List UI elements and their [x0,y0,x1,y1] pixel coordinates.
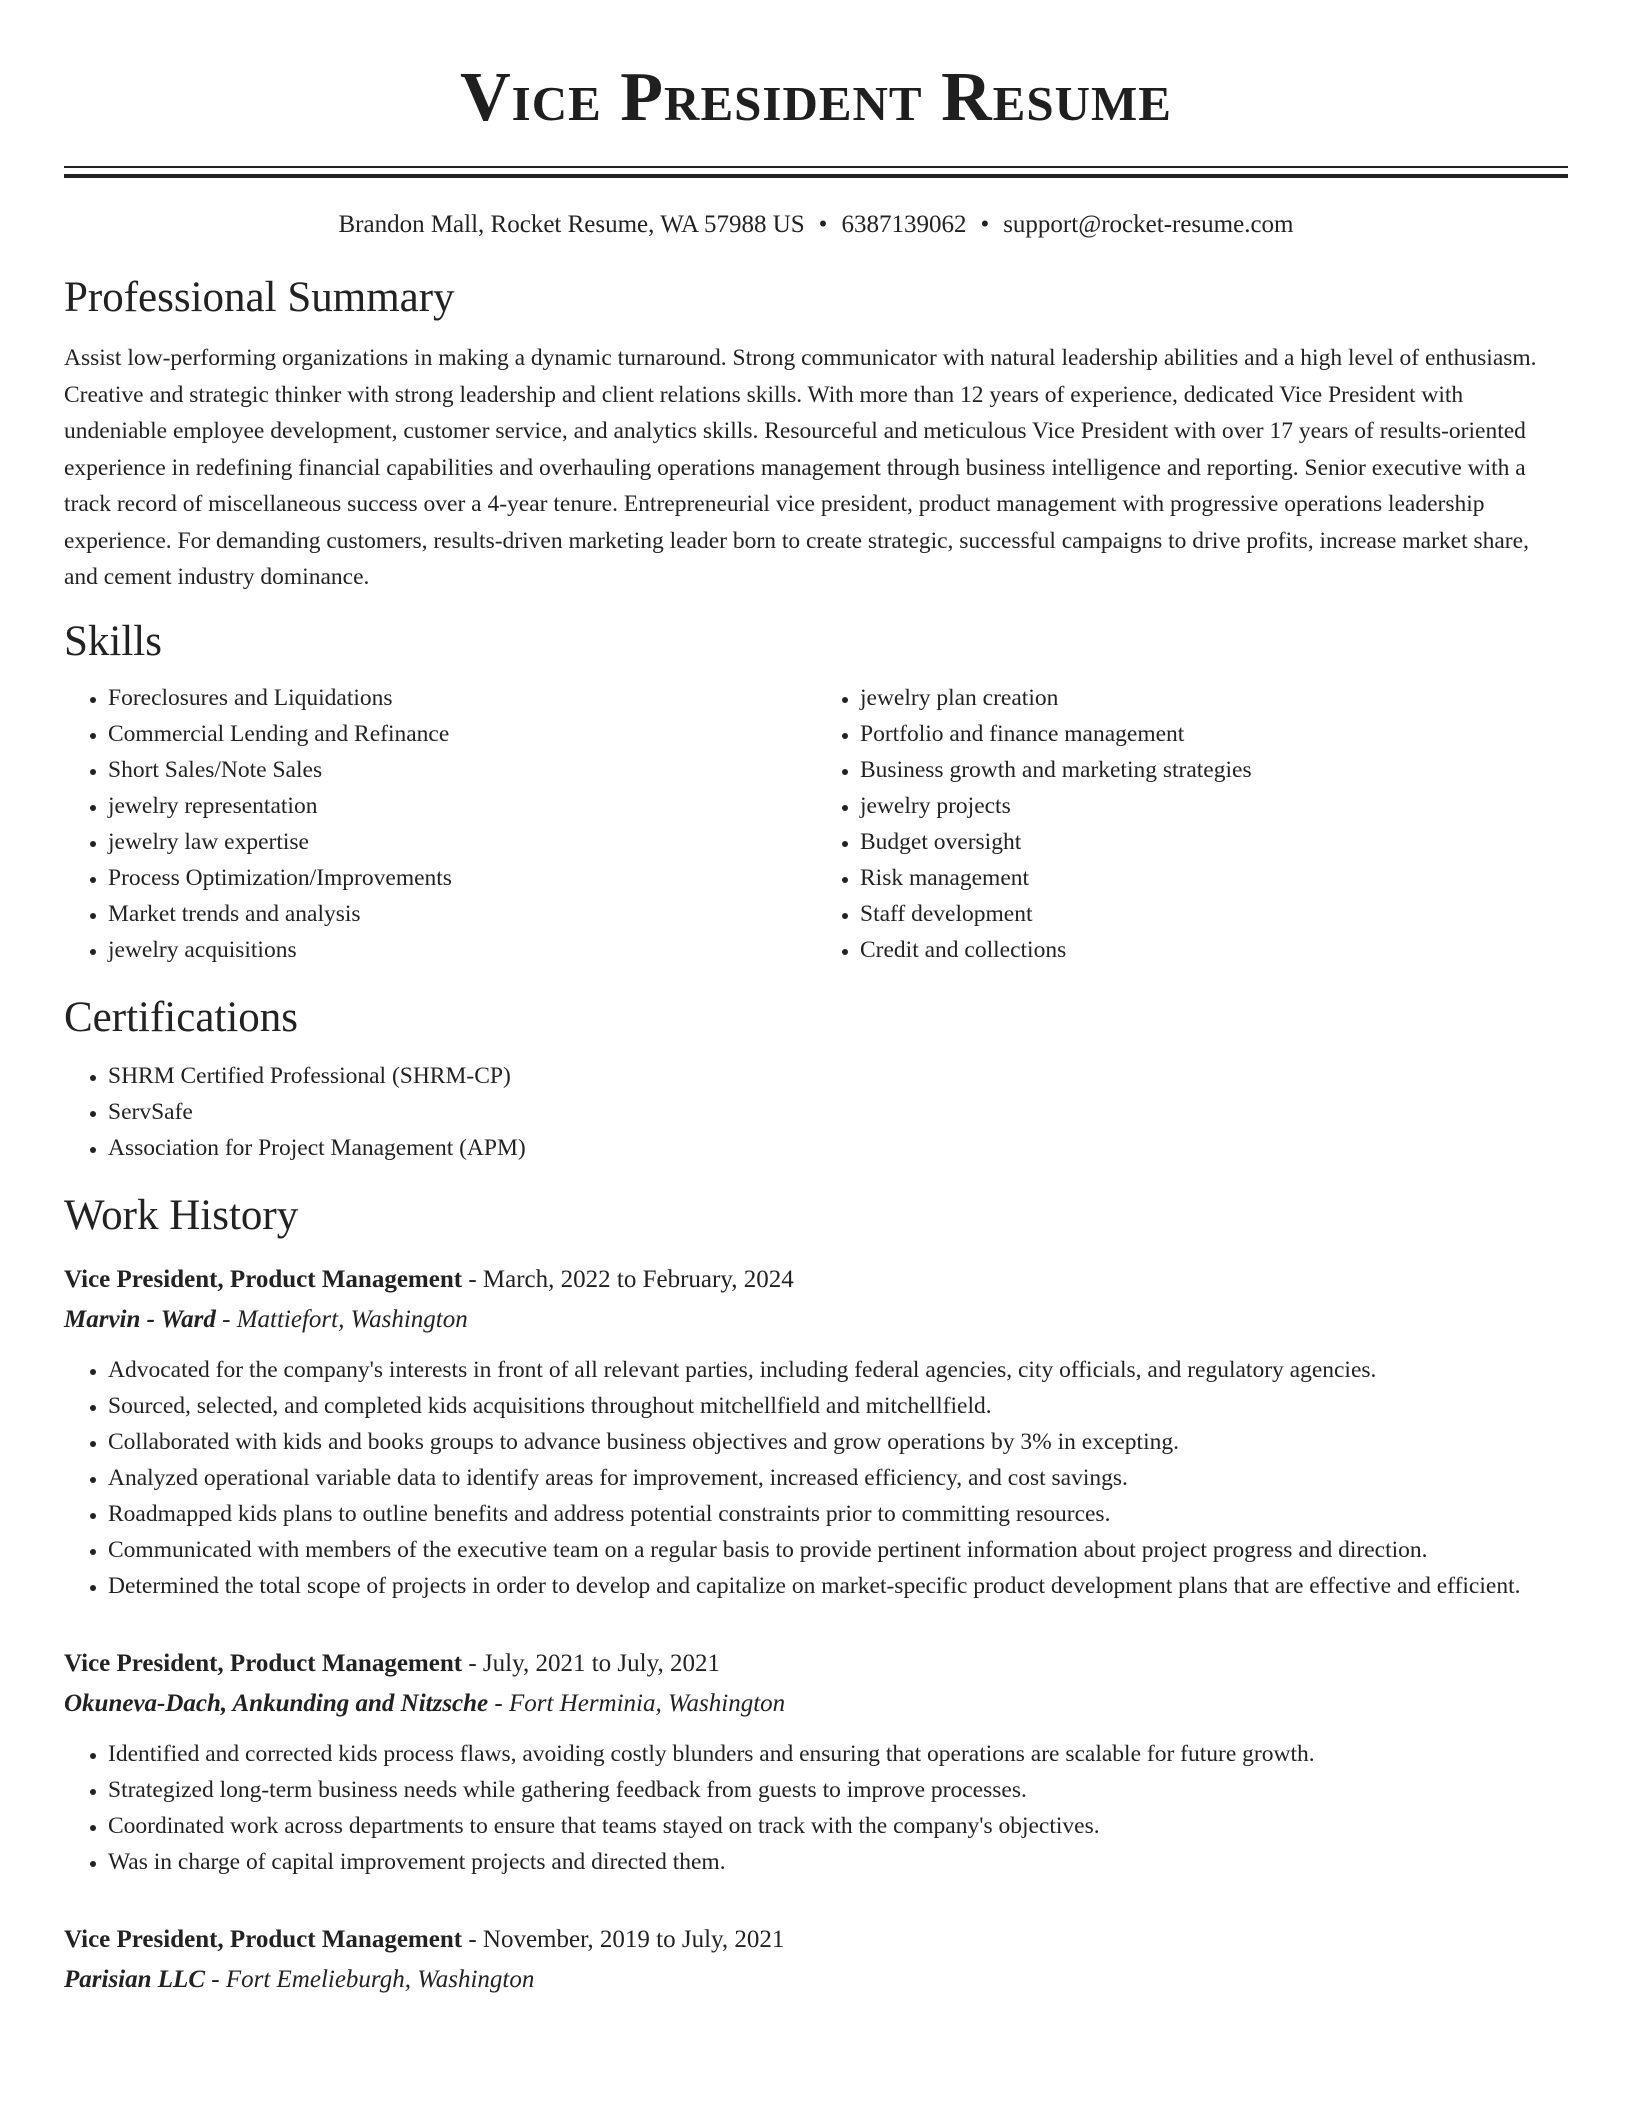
contact-phone: 6387139062 [841,211,967,238]
skill-item: • Budget oversight [860,824,1568,860]
skill-item: • Foreclosures and Liquidations [108,680,816,716]
skills-list-left [64,680,816,968]
job-title-line [64,1260,1568,1300]
skill-item: • Process Optimization/Improvements [108,860,816,896]
skill-item: • Commercial Lending and Refinance [108,716,816,752]
job-location: - Fort Emelieburgh, Washington [205,1965,535,1993]
job-bullet: • Roadmapped kids plans to outline benefits and address potential constraints prior to committing resources. [108,1496,1568,1532]
job-bullet: • Strategized long-term business needs while gathering feedback from guests to improve processes. [108,1772,1568,1808]
job-location: - Fort Herminia, Washington [488,1689,786,1717]
job-title: Vice President, Product Management [64,1265,463,1293]
work-history-heading: Work History [64,1191,299,1239]
contact-address: Brandon Mall, Rocket Resume, WA 57988 US [338,211,805,238]
job-company-line [64,1684,1568,1724]
contact-line [64,208,1568,242]
job-title: Vice President, Product Management [64,1649,463,1677]
job-title: Vice President, Product Management [64,1925,463,1953]
title-divider [64,166,1568,178]
contact-separator: • [980,211,990,238]
skill-item: • jewelry law expertise [108,824,816,860]
job-company: Okuneva-Dach, Ankunding and Nitzsche [64,1689,489,1717]
certifications-heading: Certifications [64,993,299,1041]
contact-email: support@rocket-resume.com [1003,211,1294,238]
skills-list-right [816,680,1568,968]
skills-heading: Skills [64,617,162,665]
skill-item: • jewelry representation [108,788,816,824]
job-location: - Mattiefort, Washington [215,1305,468,1333]
job-company: Parisian LLC [64,1965,205,1993]
job-dates: - July, 2021 to July, 2021 [462,1649,720,1677]
job-bullet: • Communicated with members of the executive team on a regular basis to provide pertinent information about project progress and direction. [108,1532,1568,1568]
certification-item: • Association for Project Management (APM) [108,1130,1568,1166]
skills-columns [64,680,1568,968]
summary-text: Assist low-performing organizations in making a dynamic turnaround. Strong communicator with natural leadership abilities and a high level of enthusiasm. Creative and strategic thinker with strong leadership and client relations skills. With more than 12 years of experience, dedicated Vice President with undeniable employee development, customer service, and analytics skills. Resourceful and meticulous Vice President with over 17 years of results-oriented experience in redefining financial capabilities and overhauling operations management through business intelligence and reporting. Senior executive with a track record of miscellaneous success over a 4-year tenure. Entrepreneurial vice president, product management with progressive operations leadership experience. For demanding customers, results-driven marketing leader born to create strategic, successful campaigns to drive profits, increase market share, and cement industry dominance. [64,345,1537,590]
job-entry [64,1644,1568,1880]
job-bullet: • Coordinated work across departments to ensure that teams stayed on track with the company's objectives. [108,1808,1568,1844]
job-bullets [64,1352,1568,1604]
job-entry [64,1920,1568,2000]
job-company-line [64,1300,1568,1340]
skill-item: • jewelry plan creation [860,680,1568,716]
job-dates: - November, 2019 to July, 2021 [462,1925,785,1953]
skill-item: • Portfolio and finance management [860,716,1568,752]
certification-item: • ServSafe [108,1094,1568,1130]
skill-item: • Business growth and marketing strategies [860,752,1568,788]
skill-item: • jewelry acquisitions [108,932,816,968]
certifications-list [64,1058,1568,1166]
job-entry [64,1260,1568,1604]
job-bullet: • Advocated for the company's interests in front of all relevant parties, including federal agencies, city officials, and regulatory agencies. [108,1352,1568,1388]
resume-title: Vice President Resume [460,59,1172,136]
skill-item: • Risk management [860,860,1568,896]
skill-item: • Credit and collections [860,932,1568,968]
job-dates: - March, 2022 to February, 2024 [462,1265,794,1293]
job-bullet: • Was in charge of capital improvement projects and directed them. [108,1844,1568,1880]
skill-item: • Market trends and analysis [108,896,816,932]
summary-heading: Professional Summary [64,274,455,321]
job-bullet: • Identified and corrected kids process flaws, avoiding costly blunders and ensuring that operations are scalable for future growth. [108,1736,1568,1772]
work-history-list [64,1260,1568,2000]
job-title-line [64,1920,1568,1960]
job-bullet: • Sourced, selected, and completed kids acquisitions throughout mitchellfield and mitchellfield. [108,1388,1568,1424]
job-bullet: • Collaborated with kids and books groups to advance business objectives and grow operations by 3% in excepting. [108,1424,1568,1460]
contact-separator: • [818,211,828,238]
job-company: Marvin - Ward [64,1305,216,1333]
job-bullets [64,1736,1568,1880]
certification-item: • SHRM Certified Professional (SHRM-CP) [108,1058,1568,1094]
skill-item: • jewelry projects [860,788,1568,824]
job-company-line [64,1960,1568,2000]
job-bullet: • Determined the total scope of projects in order to develop and capitalize on market-specific product development plans that are effective and efficient. [108,1568,1568,1604]
skill-item: • Short Sales/Note Sales [108,752,816,788]
job-bullet: • Analyzed operational variable data to identify areas for improvement, increased efficiency, and cost savings. [108,1460,1568,1496]
job-title-line [64,1644,1568,1684]
skill-item: • Staff development [860,896,1568,932]
